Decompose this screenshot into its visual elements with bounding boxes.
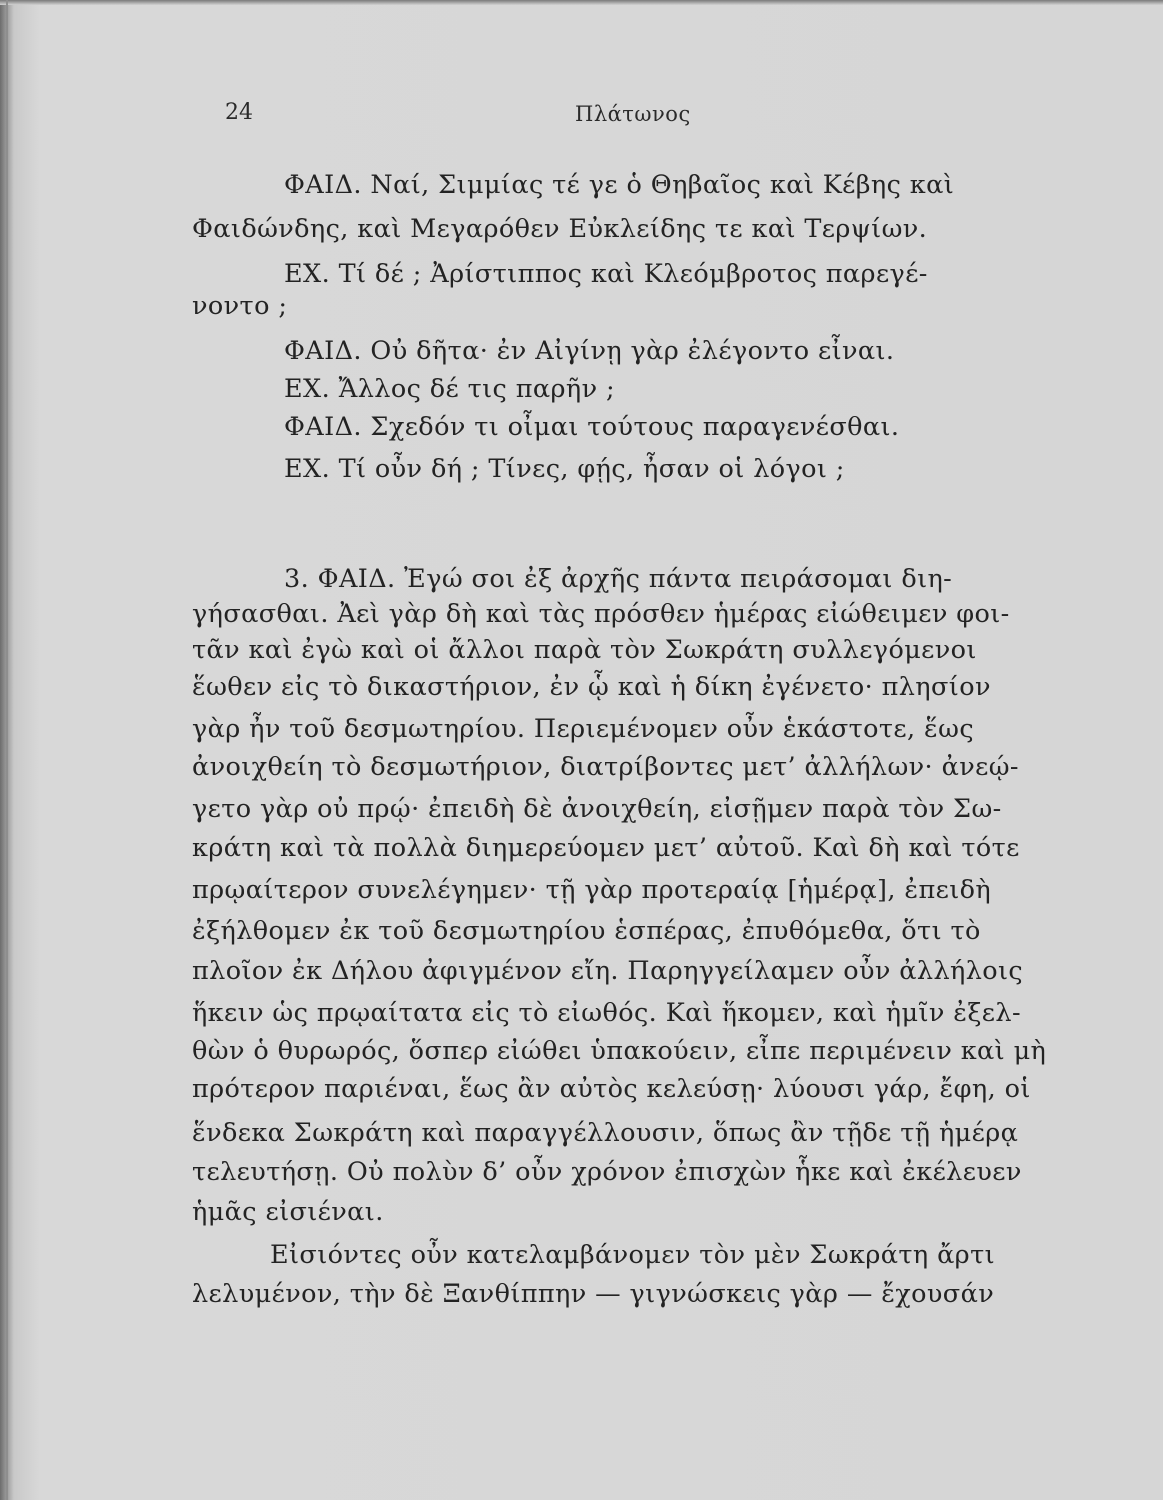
text-line: ἥκειν ὡς πρῳαίτατα εἰς τὸ εἰωθός. Καὶ ἥκομεν, καὶ ἡμῖν ἐξελ-: [192, 998, 1021, 1028]
text-line: κράτη καὶ τὰ πολλὰ διημερεύομεν μετ’ αὐτοῦ. Καὶ δὴ καὶ τότε: [192, 833, 1020, 863]
text-line: πρῳαίτερον συνελέγημεν· τῇ γὰρ προτεραίᾳ [ἡμέρᾳ], ἐπειδὴ: [192, 875, 992, 905]
text-line: γὰρ ἦν τοῦ δεσμωτηρίου. Περιεμένομεν οὖν ἑκάστοτε, ἕως: [192, 714, 975, 744]
text-line: ΦΑΙΔ. Ναί, Σιμμίας τέ γε ὁ Θηβαῖος καὶ Κέβης καὶ: [284, 170, 955, 200]
running-title: Πλάτωνος: [575, 102, 691, 126]
text-line: ΦΑΙΔ. Οὐ δῆτα· ἐν Αἰγίνῃ γὰρ ἐλέγοντο εἶναι.: [284, 336, 895, 366]
text-line: Εἰσιόντες οὖν κατελαμβάνομεν τὸν μὲν Σωκράτη ἄρτι: [270, 1240, 995, 1270]
text-line: τελευτήσῃ. Οὐ πολὺν δ’ οὖν χρόνον ἐπισχὼν ἧκε καὶ ἐκέλευεν: [192, 1157, 1022, 1187]
text-line: λελυμένον, τὴν δὲ Ξανθίππην — γιγνώσκεις γὰρ — ἔχουσάν: [192, 1279, 995, 1309]
text-line: ΕΧ. Τί δέ ; Ἀρίστιππος καὶ Κλεόμβροτος παρεγέ-: [284, 259, 928, 289]
text-line: τᾶν καὶ ἐγὼ καὶ οἱ ἄλλοι παρὰ τὸν Σωκράτη συλλεγόμενοι: [192, 635, 977, 665]
page-header: [225, 100, 1125, 130]
text-line: νοντο ;: [192, 291, 288, 321]
text-line: πρότερον παριέναι, ἕως ἂν αὐτὸς κελεύσῃ· λύουσι γάρ, ἔφη, οἱ: [192, 1074, 1031, 1104]
text-line: πλοῖον ἐκ Δήλου ἀφιγμένον εἴη. Παρηγγείλαμεν οὖν ἀλλήλοις: [192, 956, 1024, 986]
text-line: 3. ΦΑΙΔ. Ἐγώ σοι ἐξ ἀρχῆς πάντα πειράσομαι διη-: [284, 564, 953, 594]
page-top-edge: [0, 0, 1163, 5]
text-line: ἡμᾶς εἰσιέναι.: [192, 1197, 384, 1227]
text-line: ἐξήλθομεν ἐκ τοῦ δεσμωτηρίου ἑσπέρας, ἐπυθόμεθα, ὅτι τὸ: [192, 916, 981, 946]
text-line: ἕωθεν εἰς τὸ δικαστήριον, ἐν ᾧ καὶ ἡ δίκη ἐγένετο· πλησίον: [192, 672, 991, 702]
text-line: ΕΧ. Ἄλλος δέ τις παρῆν ;: [284, 374, 615, 404]
text-line: ΦΑΙΔ. Σχεδόν τι οἶμαι τούτους παραγενέσθαι.: [284, 412, 900, 442]
page-left-edge: [6, 0, 8, 1500]
text-line: ἀνοιχθείη τὸ δεσμωτήριον, διατρίβοντες μετ’ ἀλλήλων· ἀνεῴ-: [192, 752, 1019, 782]
text-line: ΕΧ. Τί οὖν δή ; Τίνες, φῄς, ἦσαν οἱ λόγοι ;: [284, 454, 845, 484]
page-number: 24: [225, 100, 253, 125]
text-line: Φαιδώνδης, καὶ Μεγαρόθεν Εὐκλείδης τε καὶ Τερψίων.: [192, 214, 928, 244]
text-line: γετο γὰρ οὐ πρῴ· ἐπειδὴ δὲ ἀνοιχθείη, εἰσῇμεν παρὰ τὸν Σω-: [192, 794, 1002, 824]
text-line: θὼν ὁ θυρωρός, ὅσπερ εἰώθει ὑπακούειν, εἶπε περιμένειν καὶ μὴ: [192, 1036, 1047, 1066]
text-line: ἕνδεκα Σωκράτη καὶ παραγγέλλουσιν, ὅπως ἂν τῇδε τῇ ἡμέρᾳ: [192, 1118, 1019, 1148]
text-line: γήσασθαι. Ἀεὶ γὰρ δὴ καὶ τὰς πρόσθεν ἡμέρας εἰώθειμεν φοι-: [192, 599, 1010, 629]
